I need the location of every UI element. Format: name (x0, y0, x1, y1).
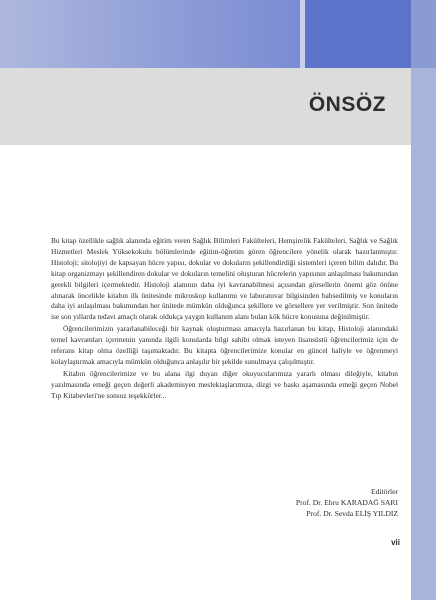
header-blue-block (0, 0, 305, 68)
signature-heading: Editörler (371, 487, 398, 496)
side-bar (411, 0, 436, 600)
header-band (0, 0, 436, 145)
preface-body (51, 236, 398, 402)
page-title: ÖNSÖZ (308, 93, 386, 116)
header-blue-corner (305, 0, 411, 68)
paragraph-1: Bu kitap özellikle sağlık alanında eğitim veren Sağlık Bilimleri Fakülteleri, Hemşirelik Fakülteleri, Sağlık ve Sağlık Hizmetleri Meslek Yüksekokulu bölümlerinde eğitim-öğretim gören öğrencilere yönelik olarak hazırlanmıştır. Histoloji; sitolojiyi de kapsayan hücre yapısı, dokular ve dokuların şekillendirdiği sistemleri içeren bilim dalıdır. Bu kitap organizmayı şekillendiren dokular ve dokuların temelini oluşturan hücrelerin yapısının anlaşılması bakımından gerekli bilgileri içermektedir. Histoloji alanının daha iyi kavranabilmesi açısından görsellerin önemi göz önüne alınarak öncelikle kitabın ilk ünitesinde mikroskop kullanımı ve laboratuvar bilgisinden bahsedilmiş ve konuların daha iyi anlaşılması bakımından her ünitede mümkün olduğunca şekillere ve görsellere yer verilmiştir. Son ünitede ise son yıllarda tedavi amaçlı olarak oldukça yaygın kullanım alanı bulan kök hücre konusuna değinilmiştir. (51, 236, 398, 322)
paragraph-2: Öğrencilerimizin yararlanabileceği bir kaynak oluşturması amacıyla hazırlanan bu kitap, Histoloji alanındaki temel kavramları içermenin yanında ilgili konularda bilgi sahibi olmak isteyen lisansüstü öğrencilerimiz için de referans kitap olma özelliği taşımaktadır. Bu kitapta öğrencilerimize konular en güncel haliyle ve öğrenmeyi kolaylaştırmak amacıyla mümkün olduğunca anlaşılır bir şekilde sunulmaya çalışılmıştır. (51, 324, 398, 366)
editor-name-1: Prof. Dr. Ebru KARADAĞ SARI (295, 498, 398, 507)
signature-block (296, 486, 398, 519)
editor-name-2: Prof. Dr. Sevda ELİŞ YILDIZ (306, 509, 398, 518)
page-number: vii (391, 538, 400, 547)
paragraph-3: Kitabın öğrencilerimize ve bu alana ilgi duyan diğer okuyucularımıza yararlı olması dileğiyle, kitabın yazılmasında emeği geçen değerli akademisyen meslektaşlarımıza, dizgi ve baskı aşamasında emeği geçen Nobel Tıp Kitabevleri'ne sonsuz teşekkürler... (51, 368, 398, 400)
side-bar-top (411, 0, 436, 68)
